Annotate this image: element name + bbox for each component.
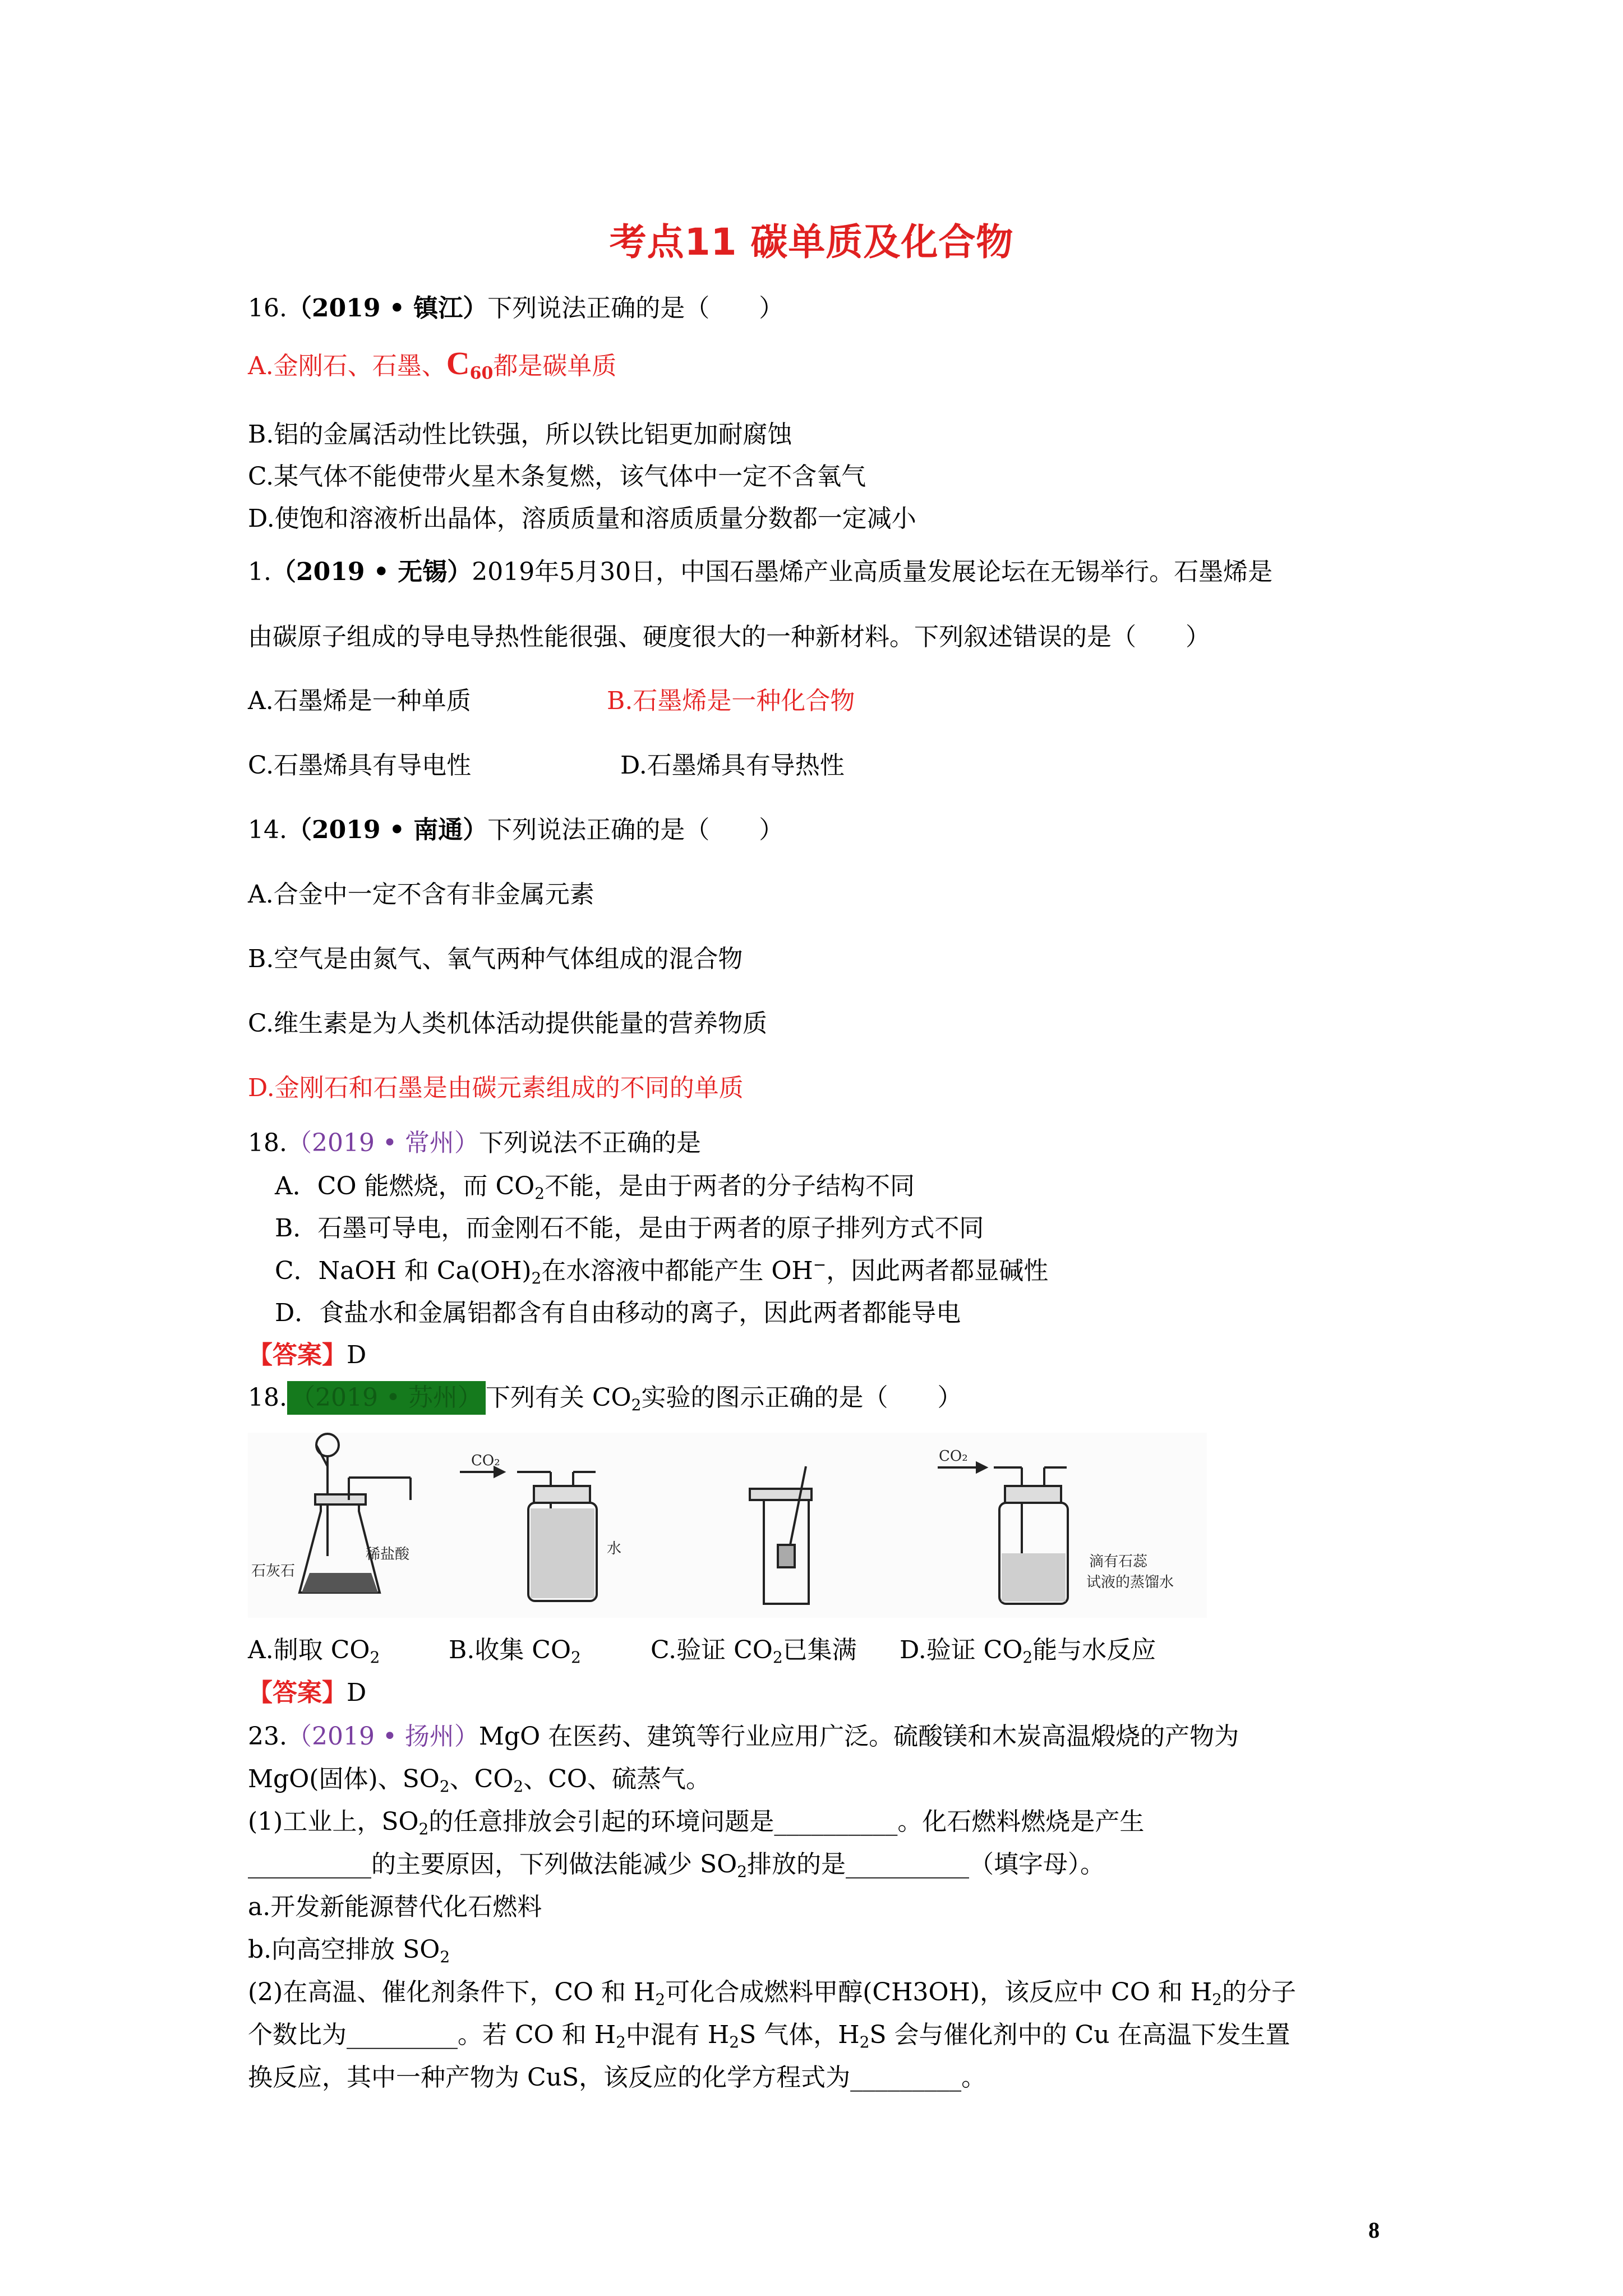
subscript: 2 <box>571 1648 581 1667</box>
subscript: 2 <box>534 1184 545 1203</box>
question-18b-option-a <box>248 1634 380 1667</box>
question-number: 18. <box>248 1129 287 1157</box>
option-text: C．NaOH 和 Ca(OH) <box>275 1257 532 1285</box>
text: 中混有 H <box>625 2021 730 2049</box>
question-1-stem-line-1 <box>248 555 1272 589</box>
answer-label: 【答案】 <box>248 1678 347 1707</box>
option-text: 都是碳单质 <box>493 352 617 380</box>
option-text: ，因此两者都显碱性 <box>826 1257 1049 1285</box>
subscript: 2 <box>772 1648 783 1667</box>
text: (1)工业上，SO <box>248 1807 419 1836</box>
subscript: 2 <box>616 2033 626 2051</box>
option-text: D.验证 CO <box>900 1636 1023 1664</box>
text: S 气体，H <box>739 2021 860 2049</box>
question-18b-answer <box>248 1676 366 1710</box>
question-source: （2019 • 无锡） <box>271 558 472 586</box>
label-litmus-2: 试液的蒸馏水 <box>1086 1574 1174 1591</box>
answer-value: D <box>347 1678 367 1707</box>
superscript: − <box>813 1255 827 1274</box>
label-water: 水 <box>607 1540 622 1557</box>
option-text: 不能，是由于两者的分子结构不同 <box>545 1172 915 1200</box>
question-1-option-d: D.石墨烯具有导热性 <box>620 751 845 780</box>
question-number: 14. <box>248 816 287 844</box>
question-23-option-b <box>248 1933 450 1967</box>
apparatus-c-bottle <box>750 1466 811 1604</box>
label-co2-d: CO₂ <box>939 1448 968 1465</box>
text: (2)在高温、催化剂条件下，CO 和 H <box>248 1978 656 2007</box>
answer-label: 【答案】 <box>248 1341 347 1369</box>
question-23-line-2 <box>248 1763 711 1796</box>
option-text: B.收集 CO <box>449 1636 571 1664</box>
option-text: A．CO 能燃烧，而 CO <box>275 1172 535 1200</box>
question-text: 下列说法正确的是（ ） <box>487 294 784 323</box>
question-1-stem-line-2: 由碳原子组成的导电导热性能很强、硬度很大的一种新材料。下列叙述错误的是（ ） <box>248 623 1210 651</box>
label-limestone: 石灰石 <box>251 1563 296 1580</box>
option-text: A.制取 CO <box>248 1636 370 1664</box>
subscript: 2 <box>531 1269 542 1287</box>
question-16-option-d: D.使饱和溶液析出晶体，溶质质量和溶质质量分数都一定减小 <box>248 504 916 533</box>
question-18b-option-d <box>900 1634 1156 1667</box>
text: __________的主要原因，下列做法能减少 SO <box>248 1850 737 1879</box>
question-14-option-a: A.合金中一定不含有非金属元素 <box>248 880 594 909</box>
text: MgO(固体)、SO <box>248 1765 440 1793</box>
option-text: 能与水反应 <box>1032 1636 1156 1664</box>
question-1-option-a: A.石墨烯是一种单质 <box>248 687 471 715</box>
question-23-option-a: a.开发新能源替代化石燃料 <box>248 1893 542 1921</box>
question-23-line-9: 换反应，其中一种产物为 CuS，该反应的化学方程式为_________。 <box>248 2063 986 2092</box>
question-16-option-b: B.铝的金属活动性比铁强，所以铁比铝更加耐腐蚀 <box>248 420 792 449</box>
question-source: （2019 • 镇江） <box>287 294 488 323</box>
page-number: 8 <box>1368 2217 1380 2243</box>
option-text: 已集满 <box>782 1636 857 1664</box>
subscript: 2 <box>370 1648 380 1667</box>
apparatus-d-bottle <box>938 1463 1068 1604</box>
answer-value: D <box>347 1341 367 1369</box>
text: 、CO、硫蒸气。 <box>523 1765 711 1793</box>
text: 的任意排放会引起的环境问题是__________。化石燃料燃烧是产生 <box>428 1807 1145 1836</box>
text: 的分子 <box>1221 1978 1296 2007</box>
question-18a-stem <box>248 1126 701 1160</box>
question-text: 下列说法不正确的是 <box>478 1129 701 1157</box>
question-18b-option-b <box>449 1634 581 1667</box>
question-14-stem <box>248 813 783 847</box>
question-18a-answer <box>248 1338 366 1372</box>
question-16-option-a <box>248 347 616 383</box>
subscript: 2 <box>1212 1990 1222 2009</box>
question-23-line-4 <box>248 1848 1105 1881</box>
text: 个数比为_________。若 CO 和 H <box>248 2021 616 2049</box>
question-18a-option-b: B．石墨可导电，而金刚石不能，是由于两者的原子排列方式不同 <box>275 1214 984 1243</box>
text: b.向高空排放 SO <box>248 1935 440 1964</box>
page-title: 考点11 碳单质及化合物 <box>609 220 1014 264</box>
subscript: 2 <box>1022 1648 1033 1667</box>
question-source: （2019 • 南通） <box>287 816 488 844</box>
question-18a-option-d: D．食盐水和金属铝都含有自由移动的离子，因此两者都能导电 <box>275 1299 961 1327</box>
question-source: （2019 • 常州） <box>287 1129 479 1157</box>
question-number: 16. <box>248 294 287 323</box>
question-23-line-1 <box>248 1720 1239 1754</box>
label-litmus-1: 滴有石蕊 <box>1089 1553 1148 1570</box>
question-14-option-b: B.空气是由氮气、氧气两种气体组成的混合物 <box>248 945 743 973</box>
text: 排放的是__________（填字母）。 <box>747 1850 1105 1879</box>
text: S 会与催化剂中的 Cu 在高温下发生置 <box>869 2021 1290 2049</box>
question-18a-option-a <box>275 1170 915 1203</box>
subscript: 2 <box>631 1396 642 1414</box>
question-23-line-7 <box>248 1976 1296 2009</box>
question-1-option-c: C.石墨烯具有导电性 <box>248 751 472 780</box>
question-text: MgO 在医药、建筑等行业应用广泛。硫酸镁和木炭高温煅烧的产物为 <box>478 1722 1239 1751</box>
subscript: 2 <box>513 1777 524 1796</box>
question-number: 23. <box>248 1722 287 1751</box>
subscript: 2 <box>440 1948 450 1966</box>
question-16-stem <box>248 292 783 325</box>
subscript: 2 <box>737 1862 748 1881</box>
apparatus-figure <box>248 1433 1207 1618</box>
question-text: 实验的图示正确的是（ ） <box>641 1383 962 1412</box>
question-16-option-c: C.某气体不能使带火星木条复燃，该气体中一定不含氧气 <box>248 462 866 491</box>
question-text: 下列说法正确的是（ ） <box>487 816 784 844</box>
question-text: 下列有关 CO <box>485 1383 631 1412</box>
question-23-line-3 <box>248 1805 1144 1839</box>
label-co2-b: CO₂ <box>471 1452 500 1469</box>
subscript: 2 <box>729 2033 740 2051</box>
option-text: C.验证 CO <box>651 1636 773 1664</box>
question-number: 1. <box>248 558 271 586</box>
formula-c: C <box>446 345 470 381</box>
question-23-line-8 <box>248 2018 1290 2052</box>
label-dilute-hcl: 稀盐酸 <box>366 1546 410 1563</box>
question-18a-option-c <box>275 1254 1048 1288</box>
question-number: 18. <box>248 1383 287 1412</box>
text: 、CO <box>449 1765 514 1793</box>
subscript: 2 <box>439 1777 450 1796</box>
question-18b-option-c <box>651 1634 857 1667</box>
question-text: 2019年5月30日，中国石墨烯产业高质量发展论坛在无锡举行。石墨烯是 <box>472 558 1273 586</box>
subscript: 2 <box>859 2033 870 2051</box>
option-text: 在水溶液中都能产生 OH <box>541 1257 813 1285</box>
text: 可化合成燃料甲醇(CH3OH)，该反应中 CO 和 H <box>665 1978 1212 2007</box>
question-source: （2019 • 扬州） <box>287 1722 479 1751</box>
question-source-highlighted: （2019 • 苏州） <box>287 1381 486 1415</box>
formula-subscript: 60 <box>469 364 494 383</box>
question-14-option-c: C.维生素是为人类机体活动提供能量的营养物质 <box>248 1009 768 1038</box>
option-text: A.金刚石、石墨、 <box>248 352 446 380</box>
question-18b-stem <box>248 1381 962 1415</box>
apparatus-a-flask <box>299 1434 411 1593</box>
subscript: 2 <box>418 1820 429 1838</box>
subscript: 2 <box>655 1990 666 2009</box>
question-1-option-b: B.石墨烯是一种化合物 <box>607 687 855 715</box>
apparatus-b-bottle <box>460 1467 597 1601</box>
question-14-option-d: D.金刚石和石墨是由碳元素组成的不同的单质 <box>248 1074 744 1102</box>
apparatus-diagram <box>248 1433 1207 1618</box>
